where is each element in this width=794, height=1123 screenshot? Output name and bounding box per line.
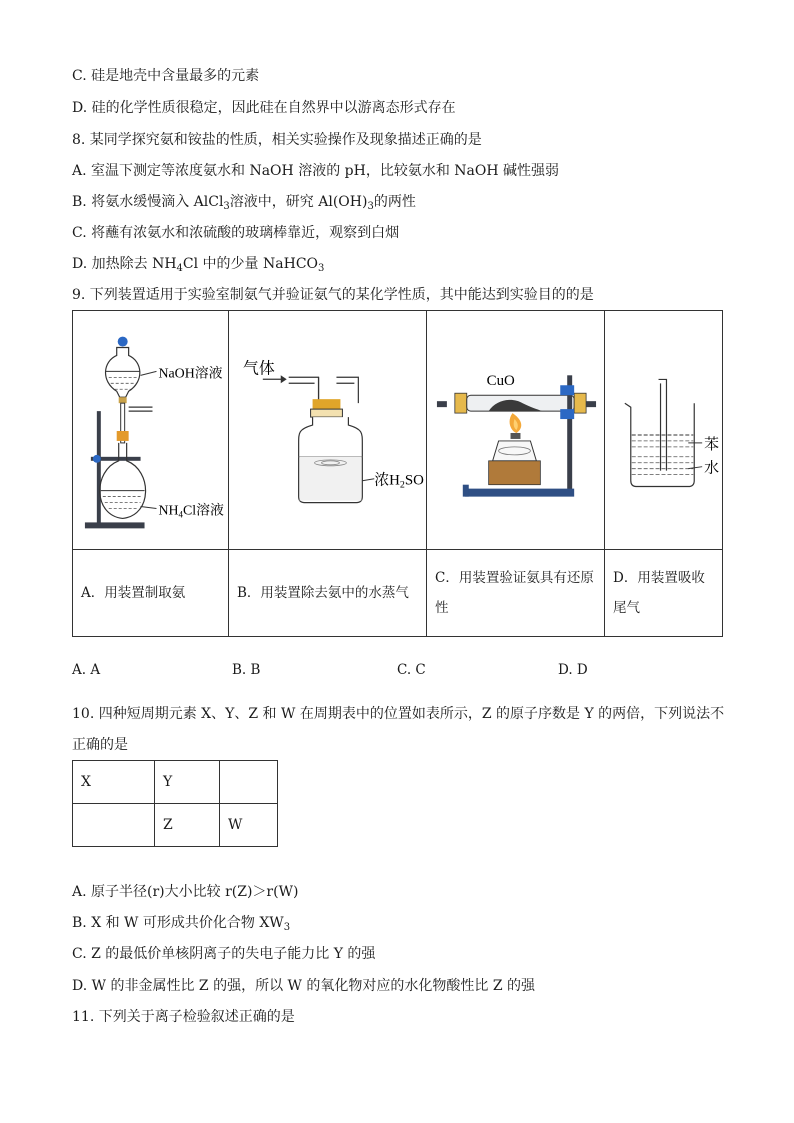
benzene-label: 苯 — [704, 436, 720, 453]
q10-option-a: A. 原子半径(r)大小比较 r(Z)＞r(W) — [72, 884, 299, 900]
choice-b[interactable]: B. B — [232, 662, 261, 678]
q9-stem: 9. 下列装置适用于实验室制氨气并验证氨气的某化学性质，其中能达到实验目的的是 — [72, 287, 594, 303]
caption-d: D．用装置吸收尾气 — [605, 550, 723, 637]
q8-option-c: C. 将蘸有浓氨水和浓硫酸的玻璃棒靠近，观察到白烟 — [72, 225, 400, 241]
choice-a[interactable]: A. A — [72, 662, 101, 678]
q7-option-c: C. 硅是地壳中含量最多的元素 — [72, 68, 260, 84]
cell-empty — [73, 804, 155, 847]
q9-choices — [72, 662, 722, 682]
water-label: 水 — [704, 460, 720, 477]
q8-option-d-text-1: D. 加热除去 NH — [72, 256, 177, 272]
q9-apparatus-table — [72, 310, 723, 637]
figure-c-cell — [427, 311, 605, 550]
q8-option-b — [72, 192, 416, 217]
cell-w: W — [220, 804, 278, 847]
q8-option-d-text-2: Cl 中的少量 NaHCO — [182, 256, 319, 272]
sulfuric-acid-label: 浓$H_2SO$ — [374, 472, 424, 491]
subscript: 3 — [318, 263, 325, 274]
cuo-label: CuO — [486, 373, 515, 390]
choice-c[interactable]: C. C — [397, 662, 426, 678]
q10-option-b — [72, 913, 290, 938]
naoh-label: NaOH溶液 — [158, 366, 223, 382]
q10-option-c: C. Z 的最低价单核阴离子的失电子能力比 Y 的强 — [72, 946, 376, 962]
figure-a-ammonia-generator — [73, 311, 228, 549]
q8-stem: 8. 某同学探究氨和铵盐的性质，相关实验操作及现象描述正确的是 — [72, 132, 482, 148]
subscript: 3 — [367, 201, 374, 212]
q10-option-d: D. W 的非金属性比 Z 的强，所以 W 的氧化物对应的水化物酸性比 Z 的强 — [72, 978, 536, 994]
subscript: 3 — [283, 922, 291, 933]
nh4cl-label: $NH_4Cl$溶液 — [158, 503, 224, 520]
cell-x: X — [73, 761, 155, 804]
subscript: 4 — [176, 263, 183, 274]
caption-a: A．用装置制取氨 — [73, 550, 229, 637]
q8-option-a: A. 室温下测定等浓度氨水和 NaOH 溶液的 pH，比较氨水和 NaOH 碱性强弱 — [72, 163, 559, 179]
figure-d-cell — [605, 311, 723, 550]
q8-option-b-text-2: 溶液中，研究 Al(OH) — [229, 194, 368, 210]
choice-d[interactable]: D. D — [558, 662, 588, 678]
cell-y: Y — [155, 761, 220, 804]
figure-b-cell — [229, 311, 427, 550]
q10-stem-line2: 正确的是 — [72, 737, 128, 753]
caption-c: C．用装置验证氨具有还原性 — [427, 550, 605, 637]
gas-label: 气体 — [242, 360, 275, 378]
cell-empty — [220, 761, 278, 804]
periodic-table-fragment — [72, 760, 278, 847]
figure-d-tail-gas-absorber — [605, 311, 722, 549]
figure-c-cuo-reduction — [427, 311, 604, 549]
q8-option-b-text-3: 的两性 — [373, 194, 416, 210]
q8-option-d — [72, 254, 324, 279]
q10-option-b-text: B. X 和 W 可形成共价化合物 XW — [72, 915, 284, 931]
cell-z: Z — [155, 804, 220, 847]
q10-stem-line1: 10. 四种短周期元素 X、Y、Z 和 W 在周期表中的位置如表所示，Z 的原子序数是 Y 的两倍，下列说法不 — [72, 706, 725, 722]
subscript: 3 — [223, 201, 230, 212]
q8-option-b-text-1: B. 将氨水缓慢滴入 AlCl — [72, 194, 224, 210]
figure-b-gas-washing-bottle — [229, 311, 426, 549]
figure-a-cell — [73, 311, 229, 550]
q7-option-d: D. 硅的化学性质很稳定，因此硅在自然界中以游离态形式存在 — [72, 100, 456, 116]
q11-stem: 11. 下列关于离子检验叙述正确的是 — [72, 1009, 295, 1025]
caption-b: B．用装置除去氨中的水蒸气 — [229, 550, 427, 637]
